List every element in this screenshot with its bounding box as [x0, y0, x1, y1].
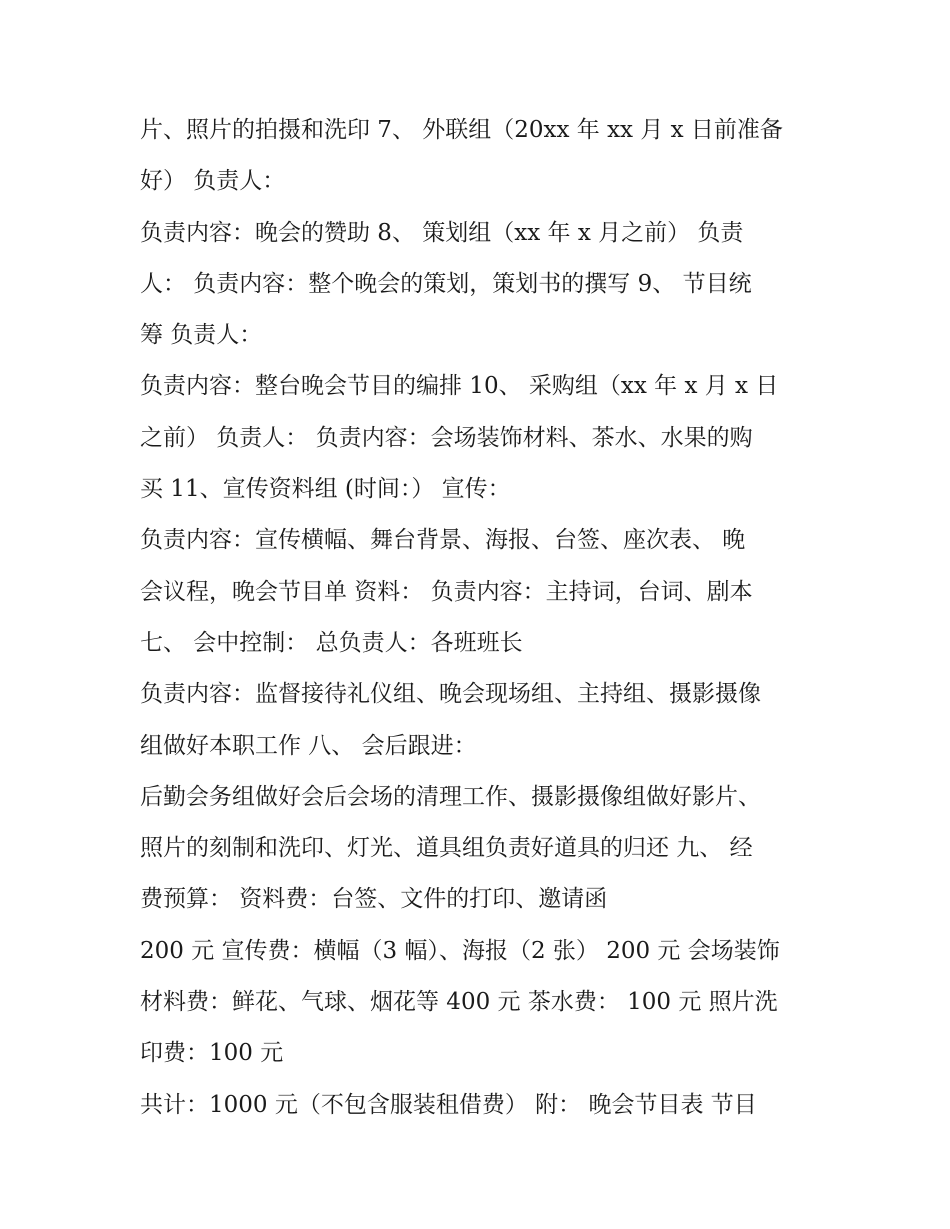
text-line: 印费：100 元 — [140, 1040, 284, 1067]
text-line: 共计：1000 元（不包含服装租借费） 附： 晚会节目表 节目 — [140, 1091, 757, 1118]
text-line: 负责内容：晚会的赞助 8、 策划组（xx 年 x 月之前） 负责 — [140, 219, 744, 246]
text-line: 材料费：鲜花、气球、烟花等 400 元 茶水费： 100 元 照片洗 — [140, 989, 778, 1016]
text-line: 七、 会中控制： 总负责人：各班班长 — [140, 629, 523, 656]
text-line: 买 11、宣传资料组 (时间：） 宣传： — [140, 476, 511, 503]
text-line: 200 元 宣传费：横幅（3 幅）、海报（2 张） 200 元 会场装饰 — [140, 937, 780, 964]
text-line: 组做好本职工作 八、 会后跟进： — [140, 732, 477, 759]
text-line: 负责内容：监督接待礼仪组、晚会现场组、主持组、摄影摄像 — [140, 681, 761, 708]
text-line: 费预算： 资料费：台签、文件的打印、邀请函 — [140, 886, 608, 913]
text-line: 筹 负责人： — [140, 322, 263, 349]
text-line: 人： 负责内容：整个晚会的策划，策划书的撰写 9、 节目统 — [140, 270, 752, 297]
text-line: 之前） 负责人： 负责内容：会场装饰材料、茶水、水果的购 — [140, 424, 753, 451]
text-line: 负责内容：整台晚会节目的编排 10、 采购组（xx 年 x 月 x 日 — [140, 373, 779, 400]
text-line: 好） 负责人： — [140, 168, 286, 195]
text-line: 后勤会务组做好会后会场的清理工作、摄影摄像组做好影片、 — [140, 783, 761, 810]
text-line: 负责内容：宣传横幅、舞台背景、海报、台签、座次表、 晚 — [140, 527, 746, 554]
text-line: 会议程，晚会节目单 资料： 负责内容：主持词，台词、剧本 — [140, 578, 753, 605]
text-line: 照片的刻制和洗印、灯光、道具组负责好道具的归还 九、 经 — [140, 835, 753, 862]
document-body — [140, 105, 840, 1131]
text-line: 片、照片的拍摄和洗印 7、 外联组（20xx 年 xx 月 x 日前准备 — [140, 117, 783, 143]
